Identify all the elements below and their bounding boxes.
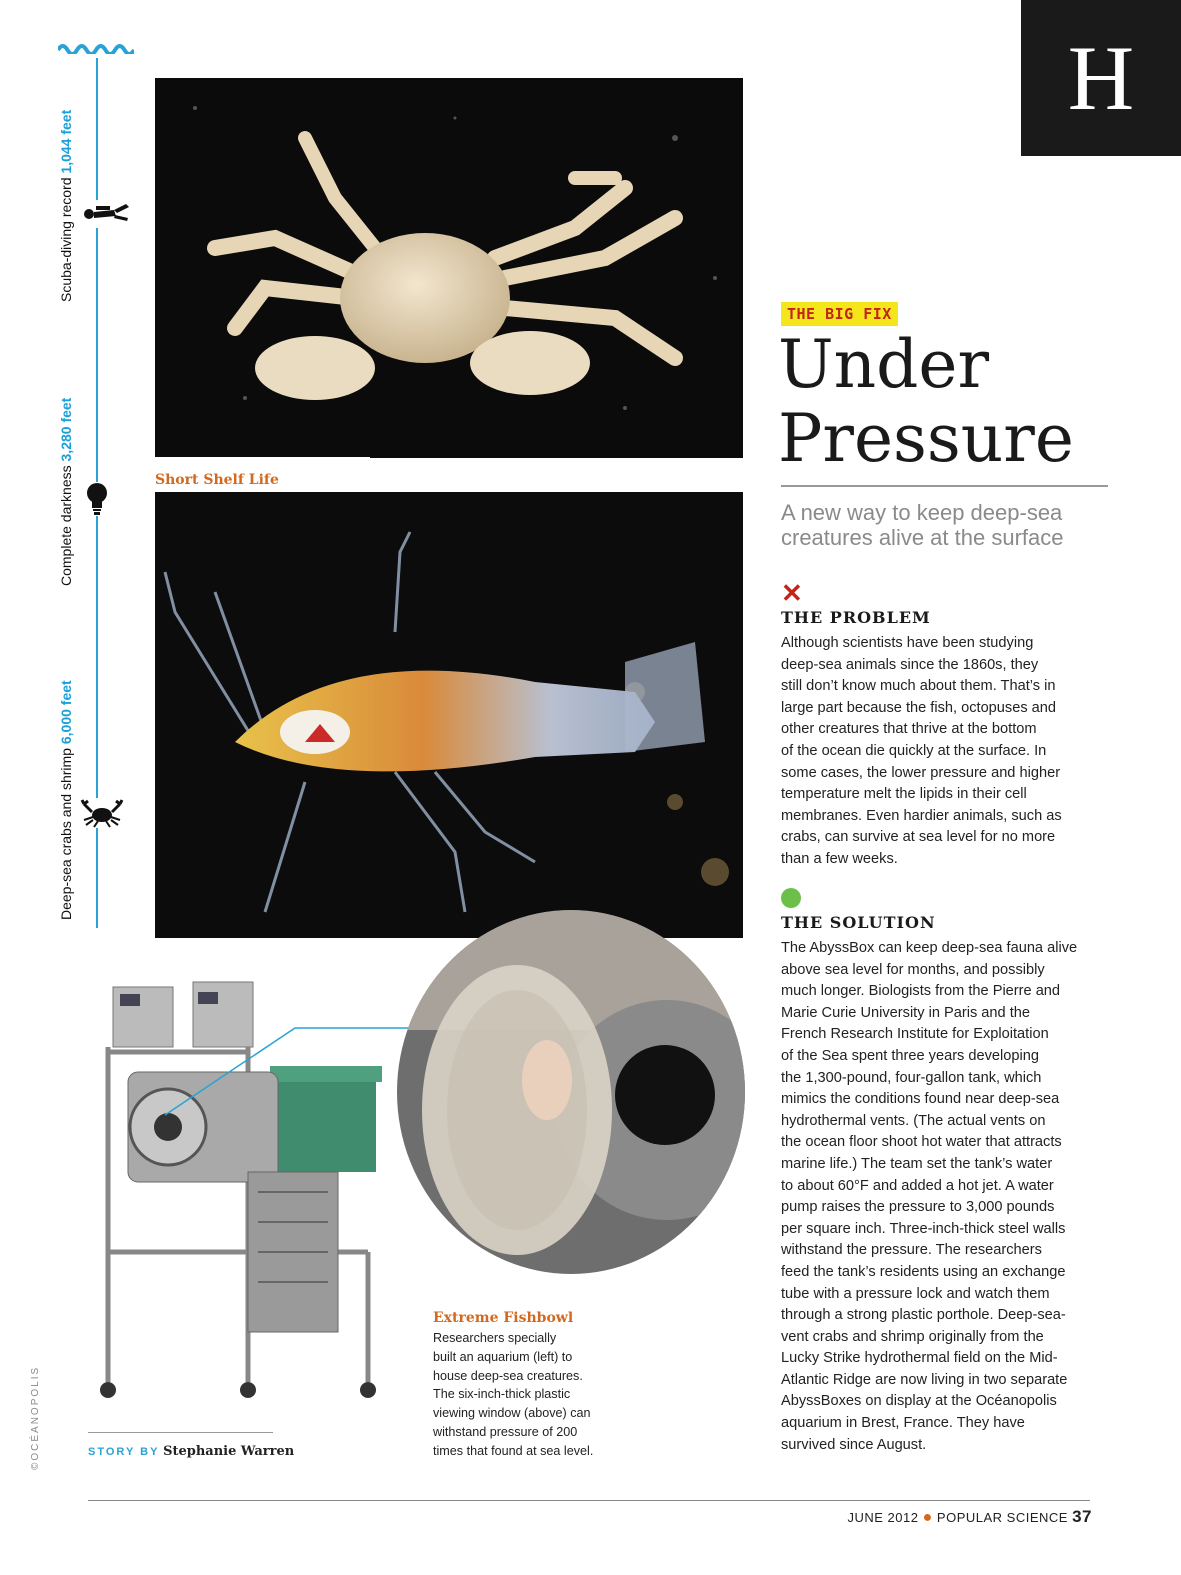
text-line: the 1,300-pound, four-gallon tank, which — [781, 1069, 1042, 1086]
text-line: withstand the pressure. The researchers — [781, 1242, 1042, 1259]
issue-date: JUNE 2012 — [847, 1510, 919, 1525]
text-line: large part because the fish, octopuses and — [781, 699, 1057, 716]
text-line: tube with a pressure lock and watch them — [781, 1285, 1050, 1302]
text-line: feed the tank’s residents using an exchange — [781, 1263, 1066, 1280]
crab-icon — [80, 798, 124, 828]
page-footer — [840, 1507, 1092, 1527]
divider — [781, 485, 1108, 487]
text-line: of the Sea spent three years developing — [781, 1047, 1039, 1064]
page-number: 37 — [1072, 1507, 1092, 1526]
text-line: Marie Curie University in Paris and the — [781, 1004, 1030, 1021]
text-line: deep-sea animals since the 1860s, they — [781, 656, 1039, 673]
text-line: vent crabs and shrimp originally from the — [781, 1328, 1044, 1345]
x-mark-icon: ✕ — [781, 578, 803, 608]
text-line: pump raises the pressure to 3,000 pounds — [781, 1199, 1055, 1216]
text-line: Researchers specially — [433, 1331, 557, 1345]
section-tab: H — [1021, 0, 1181, 156]
text-line: survived since August. — [781, 1436, 927, 1453]
text-line: AbyssBoxes on display at the Océanopolis — [781, 1393, 1057, 1410]
text-line: withstand pressure of 200 — [433, 1424, 578, 1439]
text-line: through a strong plastic porthole. Deep-sea- — [781, 1307, 1066, 1324]
byline-label: STORY BY — [88, 1446, 160, 1458]
title-line: Under — [778, 326, 989, 403]
bullet-icon: ● — [922, 1509, 933, 1526]
depth-label-darkness: Complete darkness 3,280 feet — [58, 397, 74, 586]
text-line: French Research Institute for Exploitation — [781, 1026, 1049, 1043]
text-line: other creatures that thrive at the bottom — [781, 721, 1037, 738]
text-line: Although scientists have been studying — [781, 635, 1034, 651]
text-line: than a few weeks. — [781, 850, 898, 867]
waves-icon — [58, 40, 134, 54]
caption-title: Extreme Fishbowl — [433, 1310, 574, 1326]
byline — [88, 1443, 294, 1459]
viewing-window-photo — [397, 910, 745, 1274]
text-line: Atlantic Ridge are now living in two separate — [781, 1371, 1068, 1388]
text-line: mimics the conditions found near deep-sea — [781, 1091, 1060, 1108]
text-line: the ocean floor shoot hot water that attracts — [781, 1134, 1062, 1151]
text-line: still don’t know much about them. That’s in — [781, 678, 1056, 695]
text-line: to about 60°F and added a hot jet. A water — [781, 1177, 1054, 1194]
text-line: per square inch. Three-inch-thick steel walls — [781, 1220, 1066, 1237]
solution-body — [781, 938, 1091, 1456]
diver-icon — [80, 200, 132, 228]
lightbulb-icon — [86, 482, 108, 516]
article-title — [778, 328, 1118, 476]
text-line: above sea level for months, and possibly — [781, 961, 1045, 978]
text-line: The six-inch-thick plastic — [433, 1387, 571, 1402]
shrimp-photo — [155, 492, 743, 938]
text-line: crabs, can survive at sea level for no more — [781, 829, 1056, 846]
text-line: aquarium in Brest, France. They have — [781, 1415, 1025, 1432]
divider — [88, 1500, 1090, 1501]
text-line: viewing window (above) can — [433, 1406, 591, 1421]
text-line: Lucky Strike hydrothermal field on the Mid- — [781, 1350, 1058, 1367]
caption-body — [433, 1329, 633, 1461]
depth-label-crabs: Deep-sea crabs and shrimp 6,000 feet — [58, 680, 74, 920]
text-line: marine life.) The team set the tank’s water — [781, 1155, 1053, 1172]
solution-heading: THE SOLUTION — [781, 913, 936, 932]
callout-line — [160, 1020, 420, 1120]
text-line: much longer. Biologists from the Pierre and — [781, 983, 1061, 1000]
depth-label-scuba: Scuba-diving record 1,044 feet — [58, 109, 74, 302]
title-line: Pressure — [778, 400, 1074, 477]
text-line: of the ocean die quickly at the surface. In — [781, 742, 1047, 759]
text-line: times that found at sea level. — [433, 1443, 594, 1458]
divider — [88, 1432, 273, 1433]
problem-heading: THE PROBLEM — [781, 608, 931, 627]
text-line: The AbyssBox can keep deep-sea fauna alive — [781, 940, 1078, 956]
kicker-badge: THE BIG FIX — [781, 302, 898, 326]
text-line: house deep-sea creatures. — [433, 1368, 583, 1383]
author-name: Stephanie Warren — [163, 1444, 295, 1459]
text-line: some cases, the lower pressure and higher — [781, 764, 1061, 781]
crab-photo — [155, 78, 743, 458]
text-line: membranes. Even hardier animals, such as — [781, 807, 1062, 824]
green-dot-icon — [781, 888, 801, 908]
magazine-name: POPULAR SCIENCE — [936, 1510, 1068, 1525]
text-line: built an aquarium (left) to — [433, 1349, 573, 1364]
problem-body — [781, 633, 1091, 871]
text-line: temperature melt the lipids in their cell — [781, 786, 1027, 803]
photo-credit: ©OCÉANOPOLIS — [30, 1365, 41, 1470]
text-line: hydrothermal vents. (The actual vents on — [781, 1112, 1046, 1129]
deck: A new way to keep deep-sea creatures alive at the surface — [781, 500, 1064, 550]
caption-title: Short Shelf Life — [155, 472, 279, 488]
